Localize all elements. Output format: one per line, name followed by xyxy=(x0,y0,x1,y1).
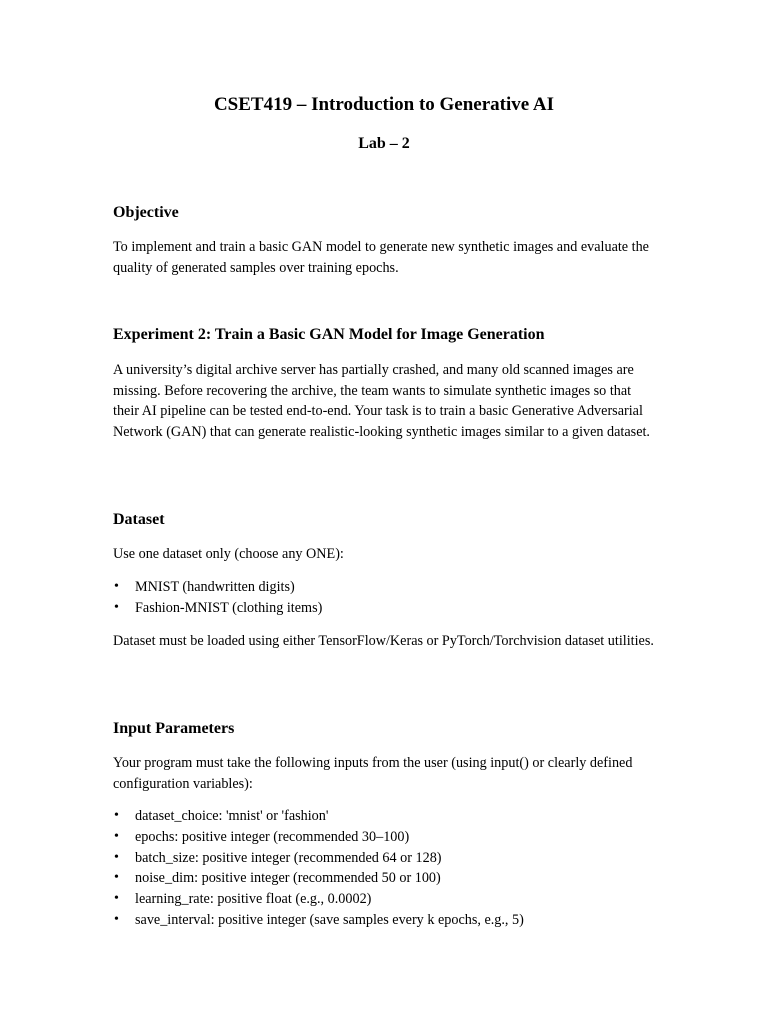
dataset-list xyxy=(113,577,322,619)
input-parameters-list xyxy=(113,806,524,931)
list-item xyxy=(113,848,524,869)
list-item xyxy=(113,889,524,910)
dataset-note: Dataset must be loaded using either TensorFlow/Keras or PyTorch/Torchvision dataset utilities. xyxy=(113,633,654,649)
objective-heading: Objective xyxy=(113,204,179,221)
experiment-heading: Experiment 2: Train a Basic GAN Model for Image Generation xyxy=(113,326,545,343)
list-item xyxy=(113,868,524,889)
list-item xyxy=(113,806,524,827)
list-item-text: MNIST (handwritten digits) xyxy=(135,579,295,595)
list-item xyxy=(113,910,524,931)
list-item-text: noise_dim: positive integer (recommended 50 or 100) xyxy=(135,870,441,887)
bullet-icon: • xyxy=(114,828,119,844)
document-title: CSET419 – Introduction to Generative AI xyxy=(213,94,555,115)
input-parameters-heading: Input Parameters xyxy=(113,720,235,737)
bullet-icon: • xyxy=(114,911,119,927)
bullet-icon: • xyxy=(114,579,119,594)
dataset-intro: Use one dataset only (choose any ONE): xyxy=(113,546,344,562)
bullet-icon: • xyxy=(114,891,119,907)
objective-body: To implement and train a basic GAN model to generate new synthetic images and evaluate the quality of generated samples over training epochs. xyxy=(113,239,649,276)
document-subtitle: Lab – 2 xyxy=(358,135,410,152)
list-item xyxy=(113,827,524,848)
experiment-body: A university’s digital archive server has partially crashed, and many old scanned images are missing. Before recovering the archive, the team wants to simulate synthetic images so that their AI pipeline can be tested end-to-end. Your task is to train a basic Generative Adversarial Network (GAN) that can generate realistic-looking synthetic images similar to a given dataset. xyxy=(113,362,650,440)
bullet-icon: • xyxy=(114,808,119,823)
bullet-icon: • xyxy=(114,849,119,865)
list-item-text: Fashion-MNIST (clothing items) xyxy=(135,599,323,616)
list-item xyxy=(113,577,322,598)
dataset-heading: Dataset xyxy=(113,511,165,528)
list-item xyxy=(113,598,322,619)
input-parameters-intro: Your program must take the following inputs from the user (using input() or clearly defined configuration variables): xyxy=(113,755,633,792)
list-item-text: batch_size: positive integer (recommended 64 or 128) xyxy=(135,849,442,866)
list-item-text: save_interval: positive integer (save samples every k epochs, e.g., 5) xyxy=(135,911,524,928)
list-item-text: dataset_choice: 'mnist' or 'fashion' xyxy=(135,808,329,824)
list-item-text: learning_rate: positive float (e.g., 0.0002) xyxy=(135,891,372,908)
bullet-icon: • xyxy=(114,870,119,886)
bullet-icon: • xyxy=(114,599,119,615)
list-item-text: epochs: positive integer (recommended 30–100) xyxy=(135,828,410,845)
